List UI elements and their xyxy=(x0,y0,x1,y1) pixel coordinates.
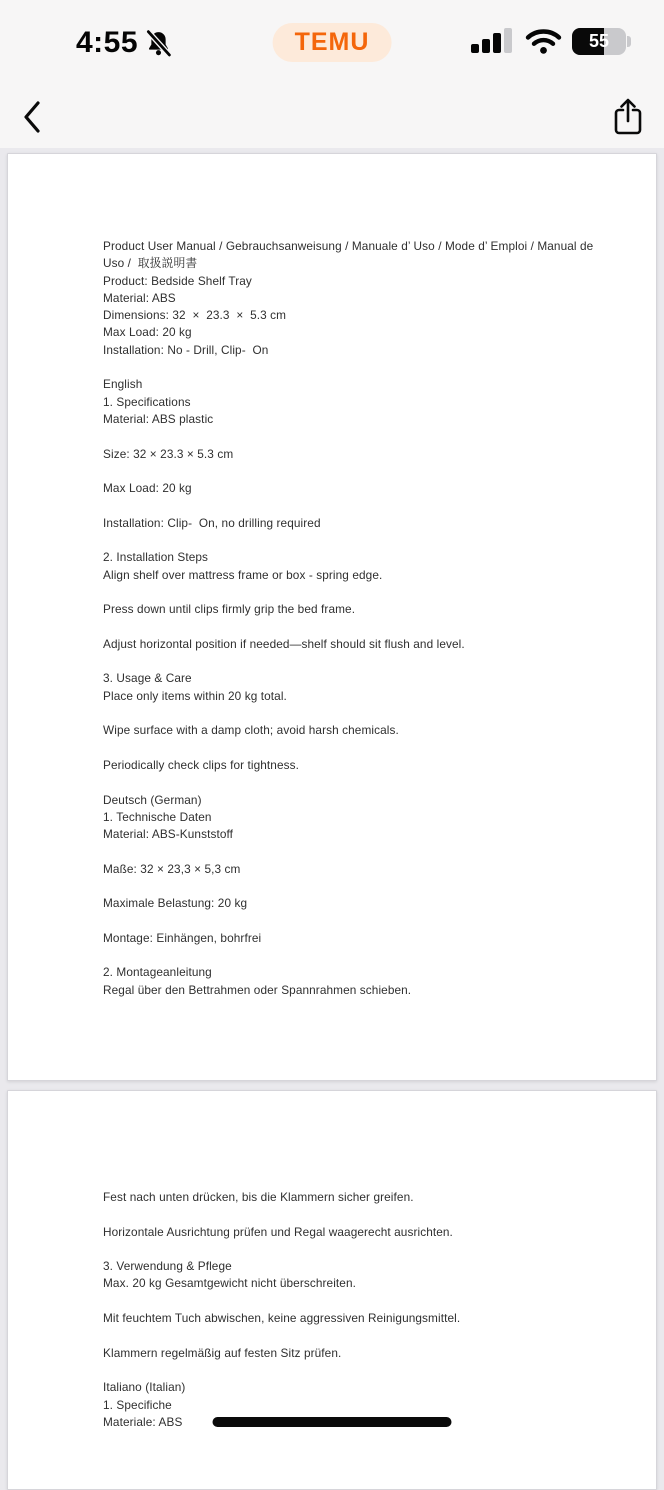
paragraph xyxy=(103,964,586,999)
app-header xyxy=(0,0,664,148)
document-line: Adjust horizontal position if needed—shelf should sit flush and level. xyxy=(103,636,465,651)
document-line: Klammern regelmäßig auf festen Sitz prüfen. xyxy=(103,1345,342,1360)
paragraph xyxy=(103,1258,586,1293)
home-indicator[interactable] xyxy=(213,1417,452,1427)
battery-percent: 55 xyxy=(588,30,610,51)
navigation-toolbar xyxy=(0,85,664,148)
document-line: Dimensions: 32 × 23.3 × 5.3 cm xyxy=(103,308,287,323)
document-line: Materiale: ABS xyxy=(103,1414,183,1429)
document-line: Max Load: 20 kg xyxy=(103,481,192,496)
paragraph xyxy=(103,446,586,463)
document-line: Installation: No - Drill, Clip- On xyxy=(103,342,269,357)
document-line: 1. Specifiche xyxy=(103,1397,172,1412)
paragraph xyxy=(103,792,586,844)
document-line: Montage: Einhängen, bohrfrei xyxy=(103,930,262,945)
document-line: Fest nach unten drücken, bis die Klammern sicher greifen. xyxy=(103,1190,414,1204)
wifi-icon xyxy=(525,27,562,55)
paragraph xyxy=(103,1189,586,1206)
status-left-cluster xyxy=(76,22,173,64)
document-line: Material: ABS xyxy=(103,290,176,305)
document-line: Max. 20 kg Gesamtgewicht nicht überschreiten. xyxy=(103,1276,357,1291)
document-line: Maximale Belastung: 20 kg xyxy=(103,896,248,911)
document-line: Material: ABS plastic xyxy=(103,411,214,426)
paragraph xyxy=(103,757,586,774)
document-page-1 xyxy=(7,153,657,1081)
cellular-signal-icon xyxy=(469,26,515,56)
chevron-left-icon xyxy=(21,100,43,134)
document-line: Wipe surface with a damp cloth; avoid harsh chemicals. xyxy=(103,723,399,738)
share-button[interactable] xyxy=(606,85,650,148)
temu-app-badge-label: TEMU xyxy=(294,28,370,56)
document-line: Max Load: 20 kg xyxy=(103,325,192,340)
document-line: Align shelf over mattress frame or box - spring edge. xyxy=(103,567,383,582)
document-line: Product: Bedside Shelf Tray xyxy=(103,273,252,288)
paragraph xyxy=(103,480,586,497)
paragraph xyxy=(103,238,594,359)
bell-slash-icon xyxy=(144,29,173,58)
paragraph xyxy=(103,601,586,618)
document-line: Material: ABS-Kunststoff xyxy=(103,827,234,842)
document-line: Product User Manual / Gebrauchsanweisung / Manuale d’ Uso / Mode d’ Emploi / Manual de xyxy=(103,239,594,253)
document-line: Installation: Clip- On, no drilling required xyxy=(103,515,321,530)
document-line: Mit feuchtem Tuch abwischen, keine aggressiven Reinigungsmittel. xyxy=(103,1311,461,1326)
document-line: 1. Specifications xyxy=(103,394,191,409)
document-line: 2. Installation Steps xyxy=(103,550,209,565)
document-line: Size: 32 × 23.3 × 5.3 cm xyxy=(103,446,234,461)
paragraph xyxy=(103,722,586,739)
document-line: 1. Technische Daten xyxy=(103,809,212,824)
document-line: Place only items within 20 kg total. xyxy=(103,688,287,703)
status-right-cluster xyxy=(469,26,626,56)
clock-time: 4:55 xyxy=(76,26,139,59)
document-line: Periodically check clips for tightness. xyxy=(103,757,300,772)
temu-app-badge[interactable] xyxy=(273,23,392,62)
document-page-2 xyxy=(7,1090,657,1490)
paragraph xyxy=(103,1224,586,1241)
document-line: English xyxy=(103,377,143,392)
document-line: Press down until clips firmly grip the bed frame. xyxy=(103,602,356,617)
paragraph xyxy=(103,376,586,428)
document-line: Deutsch (German) xyxy=(103,792,202,807)
document-line: Uso / 取扱説明書 xyxy=(103,256,198,271)
document-line: 3. Usage & Care xyxy=(103,671,192,686)
document-line: 2. Montageanleitung xyxy=(103,965,212,980)
paragraph xyxy=(103,515,586,532)
battery-icon xyxy=(572,28,626,55)
status-bar xyxy=(0,0,664,85)
paragraph xyxy=(103,895,586,912)
paragraph xyxy=(103,930,586,947)
document-line: Italiano (Italian) xyxy=(103,1380,186,1395)
paragraph xyxy=(103,861,586,878)
paragraph xyxy=(103,1345,586,1362)
document-line: Regal über den Bettrahmen oder Spannrahmen schieben. xyxy=(103,982,412,997)
paragraph xyxy=(103,549,586,584)
share-icon xyxy=(611,97,645,137)
document-viewer[interactable] xyxy=(0,148,664,1440)
paragraph xyxy=(103,670,586,705)
paragraph xyxy=(103,636,586,653)
paragraph xyxy=(103,1310,586,1327)
back-button[interactable] xyxy=(12,85,52,148)
document-line: Maße: 32 × 23,3 × 5,3 cm xyxy=(103,861,241,876)
document-line: 3. Verwendung & Pflege xyxy=(103,1259,232,1274)
battery-cap xyxy=(627,36,631,47)
document-line: Horizontale Ausrichtung prüfen und Regal waagerecht ausrichten. xyxy=(103,1224,453,1239)
